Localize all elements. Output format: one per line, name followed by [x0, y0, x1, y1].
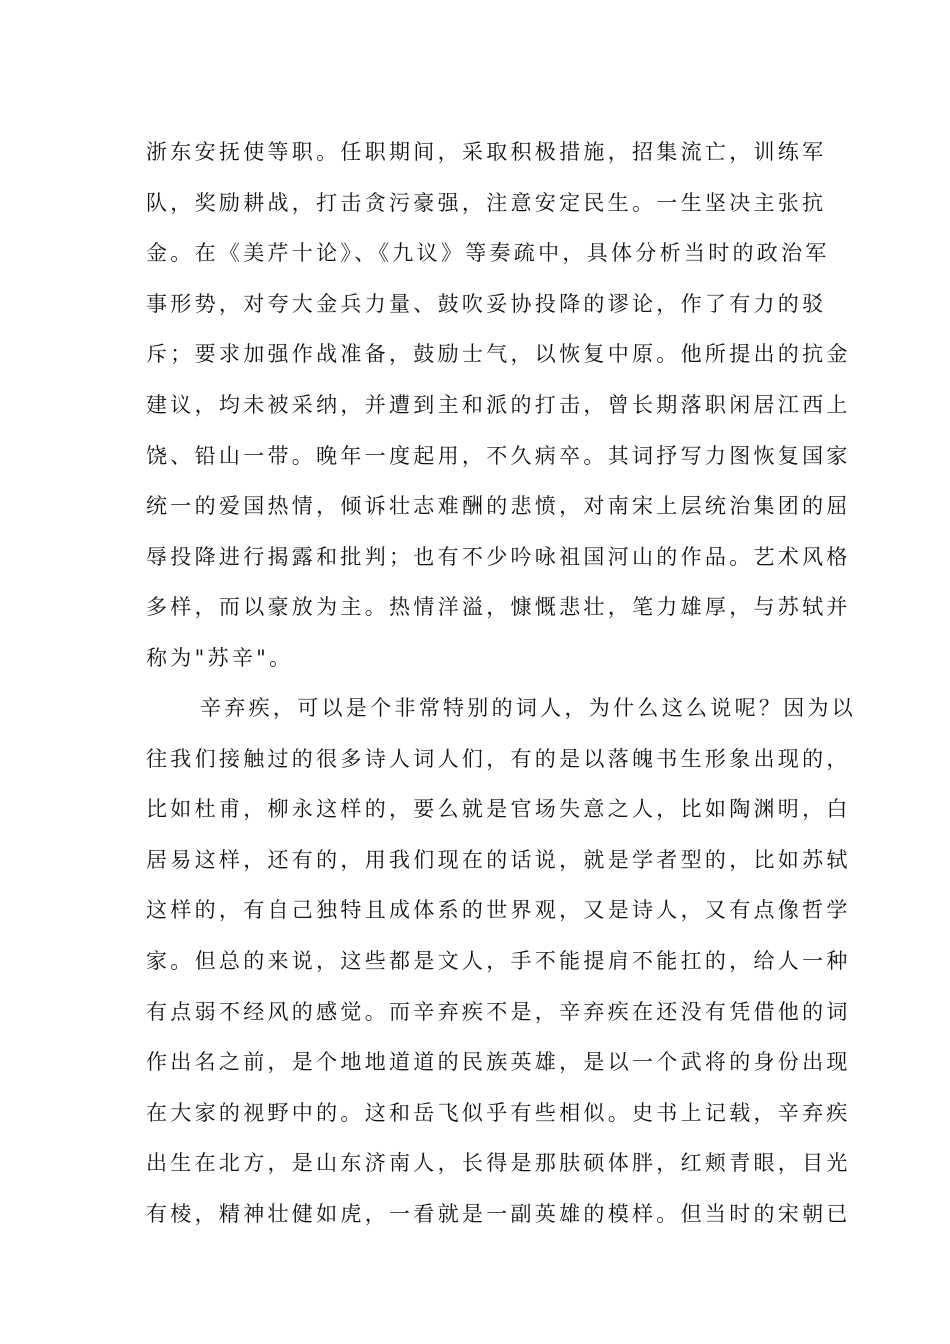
- text-line: 这样的，有自己独特且成体系的世界观，又是诗人，又有点像哲学: [146, 898, 851, 923]
- text-line: 作出名之前，是个地地道道的民族英雄，是以一个武将的身份出现: [146, 1050, 851, 1075]
- text-line: 统一的爱国热情，倾诉壮志难酬的悲愤，对南宋上层统治集团的屈: [146, 494, 851, 519]
- text-line: 称为"苏辛"。: [146, 645, 294, 670]
- text-line: 家。但总的来说，这些都是文人，手不能提肩不能扛的，给人一种: [146, 948, 851, 973]
- paragraph-2: [146, 683, 857, 1240]
- text-line: 事形势，对夸大金兵力量、鼓吹妥协投降的谬论，作了有力的驳: [146, 291, 827, 316]
- text-line: 往我们接触过的很多诗人词人们，有的是以落魄书生形象出现的，: [146, 746, 851, 771]
- text-line: 出生在北方，是山东济南人，长得是那肤硕体胖，红颊青眼，目光: [146, 1151, 851, 1176]
- text-line: 建议，均未被采纳，并遭到主和派的打击，曾长期落职闲居江西上: [146, 392, 851, 417]
- text-line: 有棱，精神壮健如虎，一看就是一副英雄的模样。但当时的宋朝已: [146, 1201, 851, 1226]
- text-line: 队，奖励耕战，打击贪污豪强，注意安定民生。一生坚决主张抗: [146, 190, 827, 215]
- text-line: 多样，而以豪放为主。热情洋溢，慷慨悲壮，笔力雄厚，与苏轼并: [146, 595, 851, 620]
- text-line: 斥；要求加强作战准备，鼓励士气，以恢复中原。他所提出的抗金: [146, 342, 851, 367]
- text-line: 浙东安抚使等职。任职期间，采取积极措施，招集流亡，训练军: [146, 140, 827, 164]
- text-line: 饶、铅山一带。晚年一度起用，不久病卒。其词抒写力图恢复国家: [146, 443, 851, 468]
- paragraph-1: [146, 127, 851, 684]
- text-line: 金。在《美芹十论》、《九议》等奏疏中，具体分析当时的政治军: [146, 241, 830, 266]
- text-line: 有点弱不经风的感觉。而辛弃疾不是，辛弃疾在还没有凭借他的词: [146, 999, 851, 1024]
- text-line: 在大家的视野中的。这和岳飞似乎有些相似。史书上记载，辛弃疾: [146, 1100, 851, 1125]
- text-line: 辱投降进行揭露和批判；也有不少吟咏祖国河山的作品。艺术风格: [146, 544, 851, 569]
- text-line: 辛弃疾，可以是个非常特别的词人，为什么这么说呢？因为以: [200, 696, 857, 720]
- text-line: 居易这样，还有的，用我们现在的话说，就是学者型的，比如苏轼: [146, 847, 851, 872]
- text-line: 比如杜甫，柳永这样的，要么就是官场失意之人，比如陶渊明，白: [146, 797, 851, 822]
